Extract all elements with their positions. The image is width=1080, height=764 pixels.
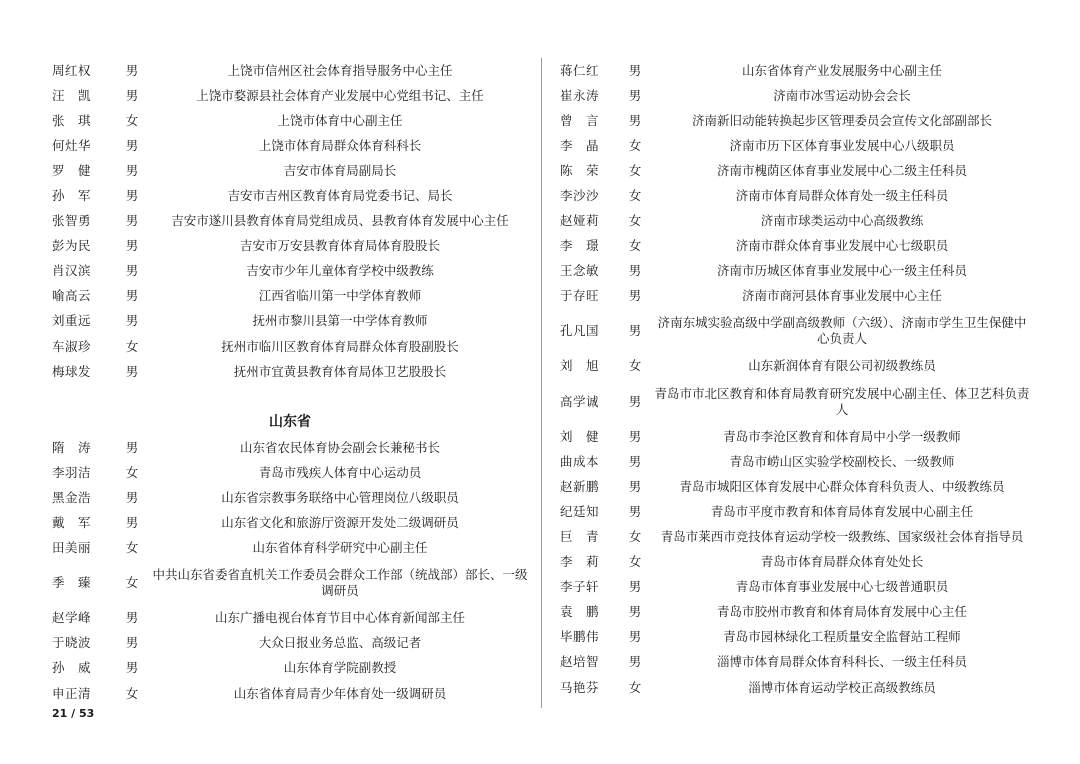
person-name: 纪廷知 (560, 503, 600, 519)
person-name: 赵学峰 (52, 610, 92, 626)
page-number: 21 / 53 (52, 707, 95, 720)
person-name: 刘 旭 (560, 358, 600, 374)
person-position: 抚州市宜黄县教育体育局体卫艺股股长 (233, 363, 447, 379)
person-position: 上饶市婺源县社会体育产业发展中心党组书记、主任 (196, 87, 484, 103)
person-position: 济南市球类运动中心高级教练 (760, 213, 924, 229)
person-name: 李 晶 (560, 137, 600, 153)
person-sex: 男 (628, 112, 642, 128)
person-name: 张 琪 (52, 112, 92, 128)
person-sex: 女 (628, 358, 642, 374)
person-position: 青岛市平度市教育和体育局体育发展中心副主任 (710, 503, 974, 519)
list-item (52, 158, 528, 183)
person-sex: 男 (125, 515, 139, 531)
person-name: 于存旺 (560, 288, 600, 304)
person-name: 李子轩 (560, 579, 600, 595)
list-item (52, 485, 528, 510)
shandong-list (52, 435, 528, 706)
person-position: 山东体育学院副教授 (283, 660, 397, 676)
person-name: 蒋仁红 (560, 62, 600, 78)
person-position: 青岛市崂山区实验学校副校长、一级教师 (729, 453, 955, 469)
person-name: 崔永涛 (560, 87, 600, 103)
person-sex: 男 (628, 263, 642, 279)
list-item (560, 650, 1030, 675)
person-position: 山东省体育局青少年体育处一级调研员 (233, 685, 447, 701)
person-position: 青岛市胶州市教育和体育局体育发展中心主任 (716, 604, 967, 620)
list-item (560, 600, 1030, 625)
person-position: 淄博市体育局群众体育科科长、一级主任科员 (716, 654, 967, 670)
person-sex: 女 (628, 554, 642, 570)
list-item (560, 58, 1030, 83)
list-item (560, 550, 1030, 575)
person-sex: 女 (628, 137, 642, 153)
person-sex: 男 (628, 579, 642, 595)
list-item (52, 561, 528, 606)
person-name: 李沙沙 (560, 188, 600, 204)
person-name: 袁 鹏 (560, 604, 600, 620)
person-name: 黑金浩 (52, 489, 92, 505)
person-sex: 女 (628, 238, 642, 254)
person-sex: 男 (125, 213, 139, 229)
person-sex: 男 (628, 604, 642, 620)
person-sex: 男 (628, 629, 642, 645)
person-sex: 男 (628, 453, 642, 469)
person-sex: 男 (125, 238, 139, 254)
person-position: 抚州市黎川县第一中学体育教师 (252, 313, 428, 329)
person-position: 济南市历城区体育事业发展中心一级主任科员 (716, 263, 967, 279)
list-item (560, 309, 1030, 354)
person-sex: 男 (125, 660, 139, 676)
list-item (52, 183, 528, 208)
person-name: 李 璟 (560, 238, 600, 254)
person-name: 李 莉 (560, 554, 600, 570)
person-sex: 男 (125, 313, 139, 329)
list-item (560, 209, 1030, 234)
person-name: 王念敏 (560, 263, 600, 279)
left-column (52, 58, 528, 706)
person-position: 吉安市体育局副局长 (283, 162, 397, 178)
person-sex: 女 (628, 679, 642, 695)
person-position: 山东省体育科学研究中心副主任 (252, 540, 428, 556)
person-sex: 男 (628, 62, 642, 78)
person-sex: 女 (628, 188, 642, 204)
person-name: 汪 凯 (52, 87, 92, 103)
person-position: 吉安市遂川县教育体育局党组成员、县教育体育发展中心主任 (171, 213, 509, 229)
person-name: 赵培智 (560, 654, 600, 670)
person-sex: 女 (628, 162, 642, 178)
list-item (52, 133, 528, 158)
person-position: 青岛市莱西市竞技体育运动学校一级教练、国家级社会体育指导员 (660, 528, 1024, 544)
list-item (52, 234, 528, 259)
person-position: 济南市冰雪运动协会会长 (773, 87, 911, 103)
person-sex: 男 (125, 137, 139, 153)
person-position: 青岛市市北区教育和体育局教育研究发展中心副主任、体卫艺科负责人 (654, 385, 1030, 417)
list-item (52, 656, 528, 681)
person-position: 江西省临川第一中学体育教师 (258, 288, 422, 304)
person-name: 罗 健 (52, 162, 92, 178)
person-sex: 男 (125, 610, 139, 626)
list-item (560, 675, 1030, 700)
person-position: 上饶市体育局群众体育科科长 (258, 137, 422, 153)
list-item (560, 133, 1030, 158)
person-name: 毕鹏伟 (560, 629, 600, 645)
person-position: 吉安市万安县教育体育局体育股股长 (239, 238, 440, 254)
person-position: 济南市历下区体育事业发展中心八级职员 (729, 137, 955, 153)
person-sex: 男 (125, 263, 139, 279)
list-item (560, 499, 1030, 524)
person-name: 巨 青 (560, 528, 600, 544)
person-name: 刘重远 (52, 313, 92, 329)
person-position: 山东新润体育有限公司初级教练员 (748, 358, 936, 374)
list-item (560, 108, 1030, 133)
person-sex: 男 (125, 635, 139, 651)
person-position: 山东省农民体育协会副会长兼秘书长 (239, 439, 440, 455)
person-sex: 男 (125, 62, 139, 78)
person-name: 陈 荣 (560, 162, 600, 178)
list-item (52, 108, 528, 133)
person-name: 孙 威 (52, 660, 92, 676)
person-sex: 女 (628, 528, 642, 544)
person-sex: 男 (125, 363, 139, 379)
person-name: 张智勇 (52, 213, 92, 229)
list-item (560, 284, 1030, 309)
list-item (560, 259, 1030, 284)
person-name: 田美丽 (52, 540, 92, 556)
person-sex: 女 (125, 575, 139, 591)
list-item (560, 575, 1030, 600)
list-item (52, 536, 528, 561)
person-position: 山东省文化和旅游厅资源开发处二级调研员 (221, 515, 459, 531)
person-sex: 男 (125, 188, 139, 204)
list-item (560, 234, 1030, 259)
person-sex: 女 (125, 540, 139, 556)
list-item (560, 354, 1030, 379)
shandong-list-continued (560, 58, 1030, 700)
list-item (52, 83, 528, 108)
list-item (560, 524, 1030, 549)
person-name: 赵新鹏 (560, 478, 600, 494)
section-title-shandong: 山东省 (269, 414, 311, 431)
list-item (52, 309, 528, 334)
person-sex: 男 (628, 87, 642, 103)
person-name: 戴 军 (52, 515, 92, 531)
person-name: 孔凡国 (560, 323, 600, 339)
person-position: 青岛市园林绿化工程质量安全监督站工程师 (723, 629, 961, 645)
list-item (52, 209, 528, 234)
person-position: 济南市槐荫区体育事业发展中心二级主任科员 (716, 162, 967, 178)
person-sex: 男 (628, 393, 642, 409)
list-item (560, 83, 1030, 108)
person-name: 季 臻 (52, 575, 92, 591)
list-item (560, 449, 1030, 474)
person-sex: 女 (125, 338, 139, 354)
person-position: 青岛市体育局群众体育处处长 (760, 554, 924, 570)
person-name: 李羽洁 (52, 464, 92, 480)
right-column (560, 58, 1030, 700)
list-item (560, 158, 1030, 183)
person-position: 济南市群众体育事业发展中心七级职员 (735, 238, 949, 254)
person-name: 喻高云 (52, 288, 92, 304)
person-name: 何灶华 (52, 137, 92, 153)
person-position: 大众日报业务总监、高级记者 (258, 635, 422, 651)
person-position: 济南新旧动能转换起步区管理委员会宣传文化部副部长 (691, 112, 992, 128)
list-item (52, 460, 528, 485)
person-sex: 女 (628, 213, 642, 229)
person-sex: 男 (125, 288, 139, 304)
person-position: 吉安市吉州区教育体育局党委书记、局长 (227, 188, 453, 204)
person-sex: 男 (628, 478, 642, 494)
person-sex: 男 (628, 288, 642, 304)
person-sex: 男 (628, 654, 642, 670)
person-name: 肖汉滨 (52, 263, 92, 279)
person-position: 抚州市临川区教育体育局群众体育股副股长 (221, 338, 459, 354)
list-item (560, 183, 1030, 208)
list-item (560, 379, 1030, 424)
list-item (52, 435, 528, 460)
person-name: 彭为民 (52, 238, 92, 254)
person-position: 济南东城实验高级中学副高级教师（六级）、济南市学生卫生保健中心负责人 (657, 315, 1027, 347)
person-sex: 男 (628, 323, 642, 339)
person-name: 高学诚 (560, 393, 600, 409)
person-position: 青岛市李沧区教育和体育局中小学一级教师 (723, 428, 961, 444)
list-item (52, 631, 528, 656)
jiangxi-list (52, 58, 528, 384)
person-sex: 女 (125, 464, 139, 480)
list-item (52, 359, 528, 384)
person-position: 上饶市体育中心副主任 (277, 112, 403, 128)
list-item (52, 681, 528, 706)
person-position: 山东省体育产业发展服务中心副主任 (741, 62, 942, 78)
person-sex: 男 (125, 162, 139, 178)
person-name: 于晓波 (52, 635, 92, 651)
list-item (52, 284, 528, 309)
person-position: 青岛市残疾人体育中心运动员 (258, 464, 422, 480)
person-position: 济南市体育局群众体育处一级主任科员 (735, 188, 949, 204)
person-name: 马艳芬 (560, 679, 600, 695)
column-divider (541, 58, 542, 708)
list-item (52, 606, 528, 631)
person-position: 青岛市体育事业发展中心七级普通职员 (735, 579, 949, 595)
person-position: 上饶市信州区社会体育指导服务中心主任 (227, 62, 453, 78)
person-position: 青岛市城阳区体育发展中心群众体育科负责人、中级教练员 (679, 478, 1005, 494)
person-position: 中共山东省委省直机关工作委员会群众工作部（统战部）部长、一级调研员 (152, 567, 528, 599)
person-position: 吉安市少年儿童体育学校中级教练 (246, 263, 434, 279)
list-item (560, 474, 1030, 499)
person-sex: 男 (125, 489, 139, 505)
person-name: 曲成本 (560, 453, 600, 469)
person-sex: 男 (628, 428, 642, 444)
person-name: 刘 健 (560, 428, 600, 444)
person-name: 梅球发 (52, 363, 92, 379)
person-name: 车淑珍 (52, 338, 92, 354)
person-position: 淄博市体育运动学校正高级教练员 (748, 679, 936, 695)
person-sex: 男 (628, 503, 642, 519)
list-item (52, 334, 528, 359)
person-position: 山东广播电视台体育节目中心体育新闻部主任 (214, 610, 465, 626)
person-name: 隋 涛 (52, 439, 92, 455)
person-sex: 女 (125, 112, 139, 128)
list-item (560, 625, 1030, 650)
person-position: 山东省宗教事务联络中心管理岗位八级职员 (221, 489, 459, 505)
list-item (560, 424, 1030, 449)
person-name: 孙 军 (52, 188, 92, 204)
person-sex: 男 (125, 87, 139, 103)
person-name: 周红权 (52, 62, 92, 78)
list-item (52, 58, 528, 83)
person-sex: 女 (125, 685, 139, 701)
person-position: 济南市商河县体育事业发展中心主任 (741, 288, 942, 304)
person-sex: 男 (125, 439, 139, 455)
list-item (52, 259, 528, 284)
list-item (52, 511, 528, 536)
person-name: 赵娅莉 (560, 213, 600, 229)
person-name: 申正清 (52, 685, 92, 701)
person-name: 曾 言 (560, 112, 600, 128)
